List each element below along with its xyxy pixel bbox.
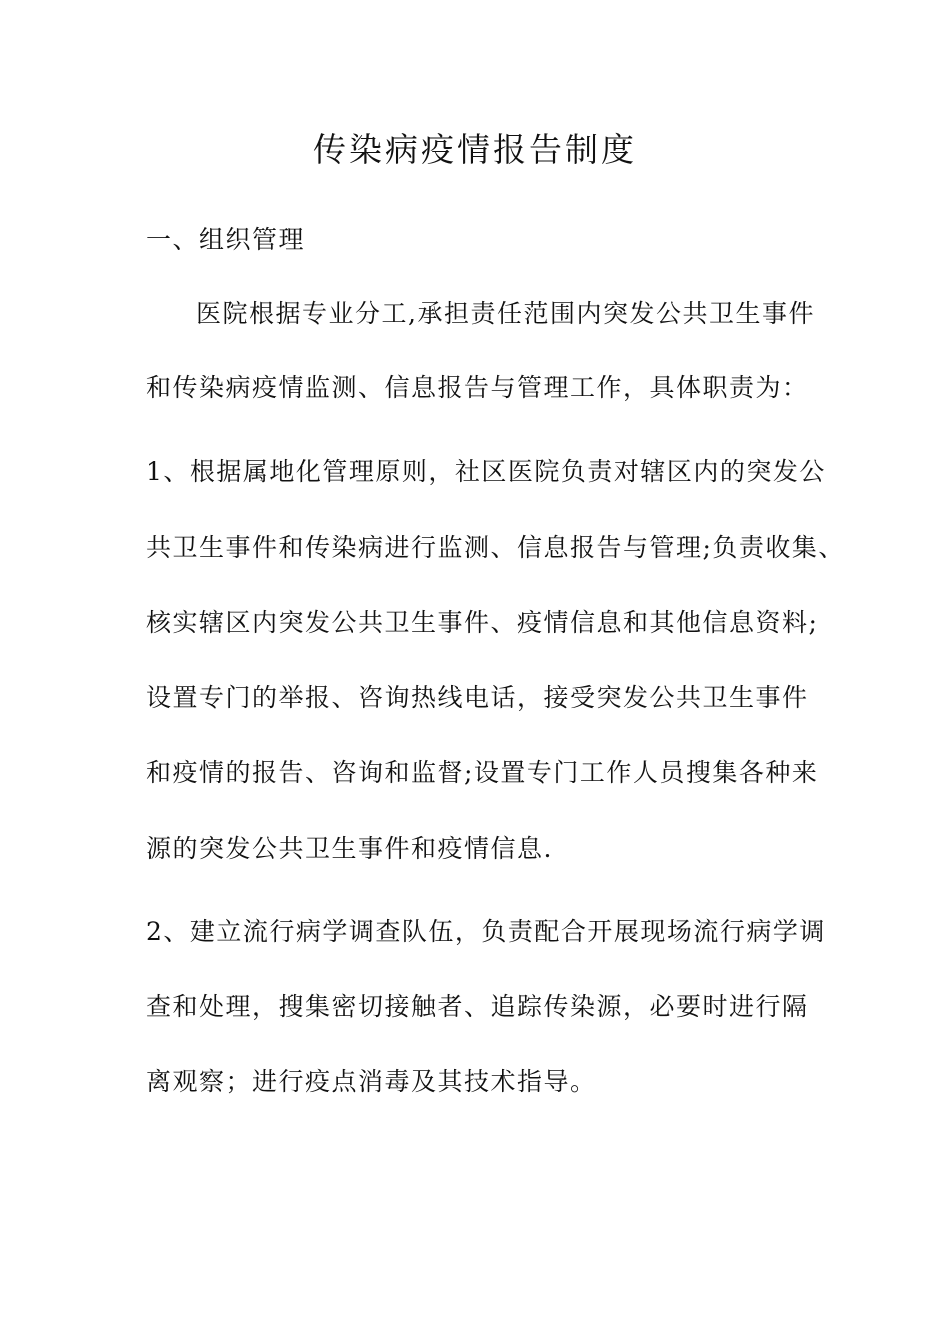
section-heading-organization: 一、组织管理 — [146, 225, 306, 254]
list-item-1-line: 和疫情的报告、咨询和监督;设置专门工作人员搜集各种来 — [146, 758, 819, 787]
list-item-2-line: 查和处理，搜集密切接触者、追踪传染源，必要时进行隔 — [146, 992, 809, 1021]
list-item-1-line: 1、根据属地化管理原则，社区医院负责对辖区内的突发公 — [146, 457, 826, 486]
list-item-2-line: 2、建立流行病学调查队伍，负责配合开展现场流行病学调 — [146, 917, 826, 946]
list-item-1-line: 源的突发公共卫生事件和疫情信息. — [146, 834, 553, 863]
document-title: 传染病疫情报告制度 — [313, 130, 637, 169]
paragraph-line: 和传染病疫情监测、信息报告与管理工作，具体职责为： — [146, 373, 809, 402]
list-item-1-line: 核实辖区内突发公共卫生事件、疫情信息和其他信息资料; — [146, 608, 819, 637]
paragraph-line: 医院根据专业分工,承担责任范围内突发公共卫生事件 — [196, 299, 815, 328]
list-item-1-line: 共卫生事件和传染病进行监测、信息报告与管理;负责收集、 — [146, 533, 845, 562]
list-item-1-line: 设置专门的举报、咨询热线电话，接受突发公共卫生事件 — [146, 683, 809, 712]
list-item-2-line: 离观察；进行疫点消毒及其技术指导。 — [146, 1067, 597, 1096]
